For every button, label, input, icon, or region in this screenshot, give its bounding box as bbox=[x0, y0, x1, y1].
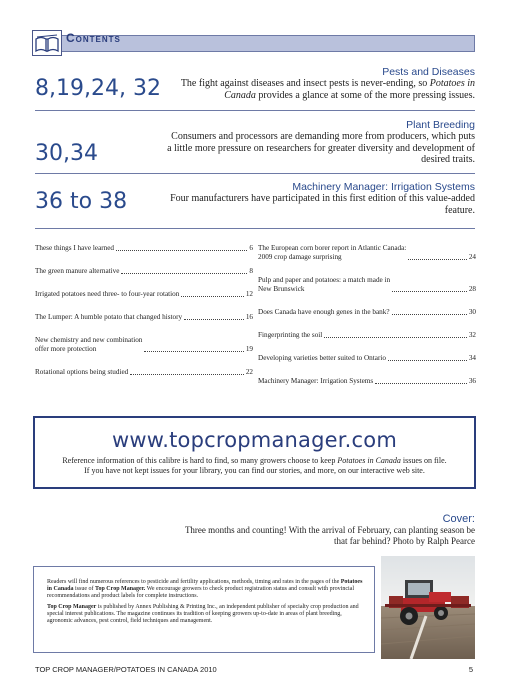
feature-plant-breeding bbox=[35, 119, 475, 169]
toc-item[interactable]: Fingerprinting the soil 32 bbox=[258, 331, 476, 339]
toc-left-column bbox=[35, 244, 253, 391]
toc-item[interactable]: The Lumper: A humble potato that changed history 16 bbox=[35, 313, 253, 321]
feature-description: The fight against diseases and insect pests is never-ending, so Potatoes in Canada provides a glance at some of the more pressing issues. bbox=[180, 78, 475, 101]
feature-pages: 30,34 bbox=[35, 141, 98, 166]
toc-item[interactable]: Developing varieties better suited to Ontario 34 bbox=[258, 354, 476, 362]
open-book-icon bbox=[32, 30, 62, 56]
toc-item[interactable]: The European corn borer report in Atlantic Canada: 2009 crop damage surprising 24 bbox=[258, 244, 476, 261]
divider bbox=[35, 173, 475, 174]
feature-description: Four manufacturers have participated in this first edition of this value-added feature. bbox=[170, 193, 475, 216]
toc-right-column bbox=[258, 244, 476, 400]
feature-title: Machinery Manager: Irrigation Systems bbox=[292, 181, 475, 193]
feature-title: Plant Breeding bbox=[406, 119, 475, 131]
cover-photo bbox=[381, 556, 475, 659]
disclaimer-box bbox=[33, 566, 375, 653]
toc-item[interactable]: Does Canada have enough genes in the bank? 30 bbox=[258, 308, 476, 316]
feature-pests-diseases bbox=[35, 66, 475, 106]
page-title: Contents bbox=[66, 31, 121, 45]
feature-title: Pests and Diseases bbox=[382, 66, 475, 78]
contents-header bbox=[32, 30, 475, 56]
cover-label: Cover: bbox=[442, 513, 475, 525]
toc-item[interactable]: Irrigated potatoes need three- to four-year rotation 12 bbox=[35, 290, 253, 298]
disclaimer-paragraph: Readers will find numerous references to pesticide and fertility applications, methods, timing and rates in the pages of the Potatoes in Canada issue of Top Crop Manager. We encourage growers to check product registration status and consult with provincial recommendations and product labels for complete instructions. bbox=[47, 579, 363, 600]
feature-machinery-manager bbox=[35, 181, 475, 221]
website-promo-box bbox=[33, 416, 476, 489]
footer-publication: TOP CROP MANAGER/POTATOES IN CANADA 2010 bbox=[35, 665, 217, 674]
divider bbox=[35, 228, 475, 229]
toc-item[interactable]: Pulp and paper and potatoes: a match made in New Brunswick 28 bbox=[258, 276, 476, 293]
feature-description: Consumers and processors are demanding more from producers, which puts a little more pressure on researchers for greater diversity and development of desired traits. bbox=[167, 131, 475, 165]
publisher-paragraph: Top Crop Manager is published by Annex Publishing & Printing Inc., an independent publisher of specialty crop production and special interest publications. The magazine continues its tradition of keeping growers up-to-date in areas of plant breeding, agronomic advances, pest control, field techniques and management. bbox=[47, 603, 359, 625]
toc-item[interactable]: Machinery Manager: Irrigation Systems 36 bbox=[258, 377, 476, 385]
toc-item[interactable]: Rotational options being studied 22 bbox=[35, 368, 253, 376]
divider bbox=[35, 110, 475, 111]
feature-pages: 8,19,24, 32 bbox=[35, 76, 161, 101]
feature-pages: 36 to 38 bbox=[35, 189, 128, 214]
toc-item[interactable]: These things I have learned 6 bbox=[35, 244, 253, 252]
toc-item[interactable]: The green manure alternative 8 bbox=[35, 267, 253, 275]
page-number: 5 bbox=[468, 665, 473, 674]
toc-item[interactable]: New chemistry and new combination offer more protection 19 bbox=[35, 336, 253, 353]
website-link[interactable]: www.topcropmanager.com bbox=[112, 428, 397, 452]
cover-caption: Three months and counting! With the arrival of February, can planting season be that far behind? Photo by Ralph Pearce bbox=[184, 525, 475, 546]
website-description: Reference information of this calibre is hard to find, so many growers choose to keep Potatoes in Canada issues on file. If you have not kept issues for your library, you can find our stories, and more, on our interactive web site. bbox=[62, 456, 447, 475]
